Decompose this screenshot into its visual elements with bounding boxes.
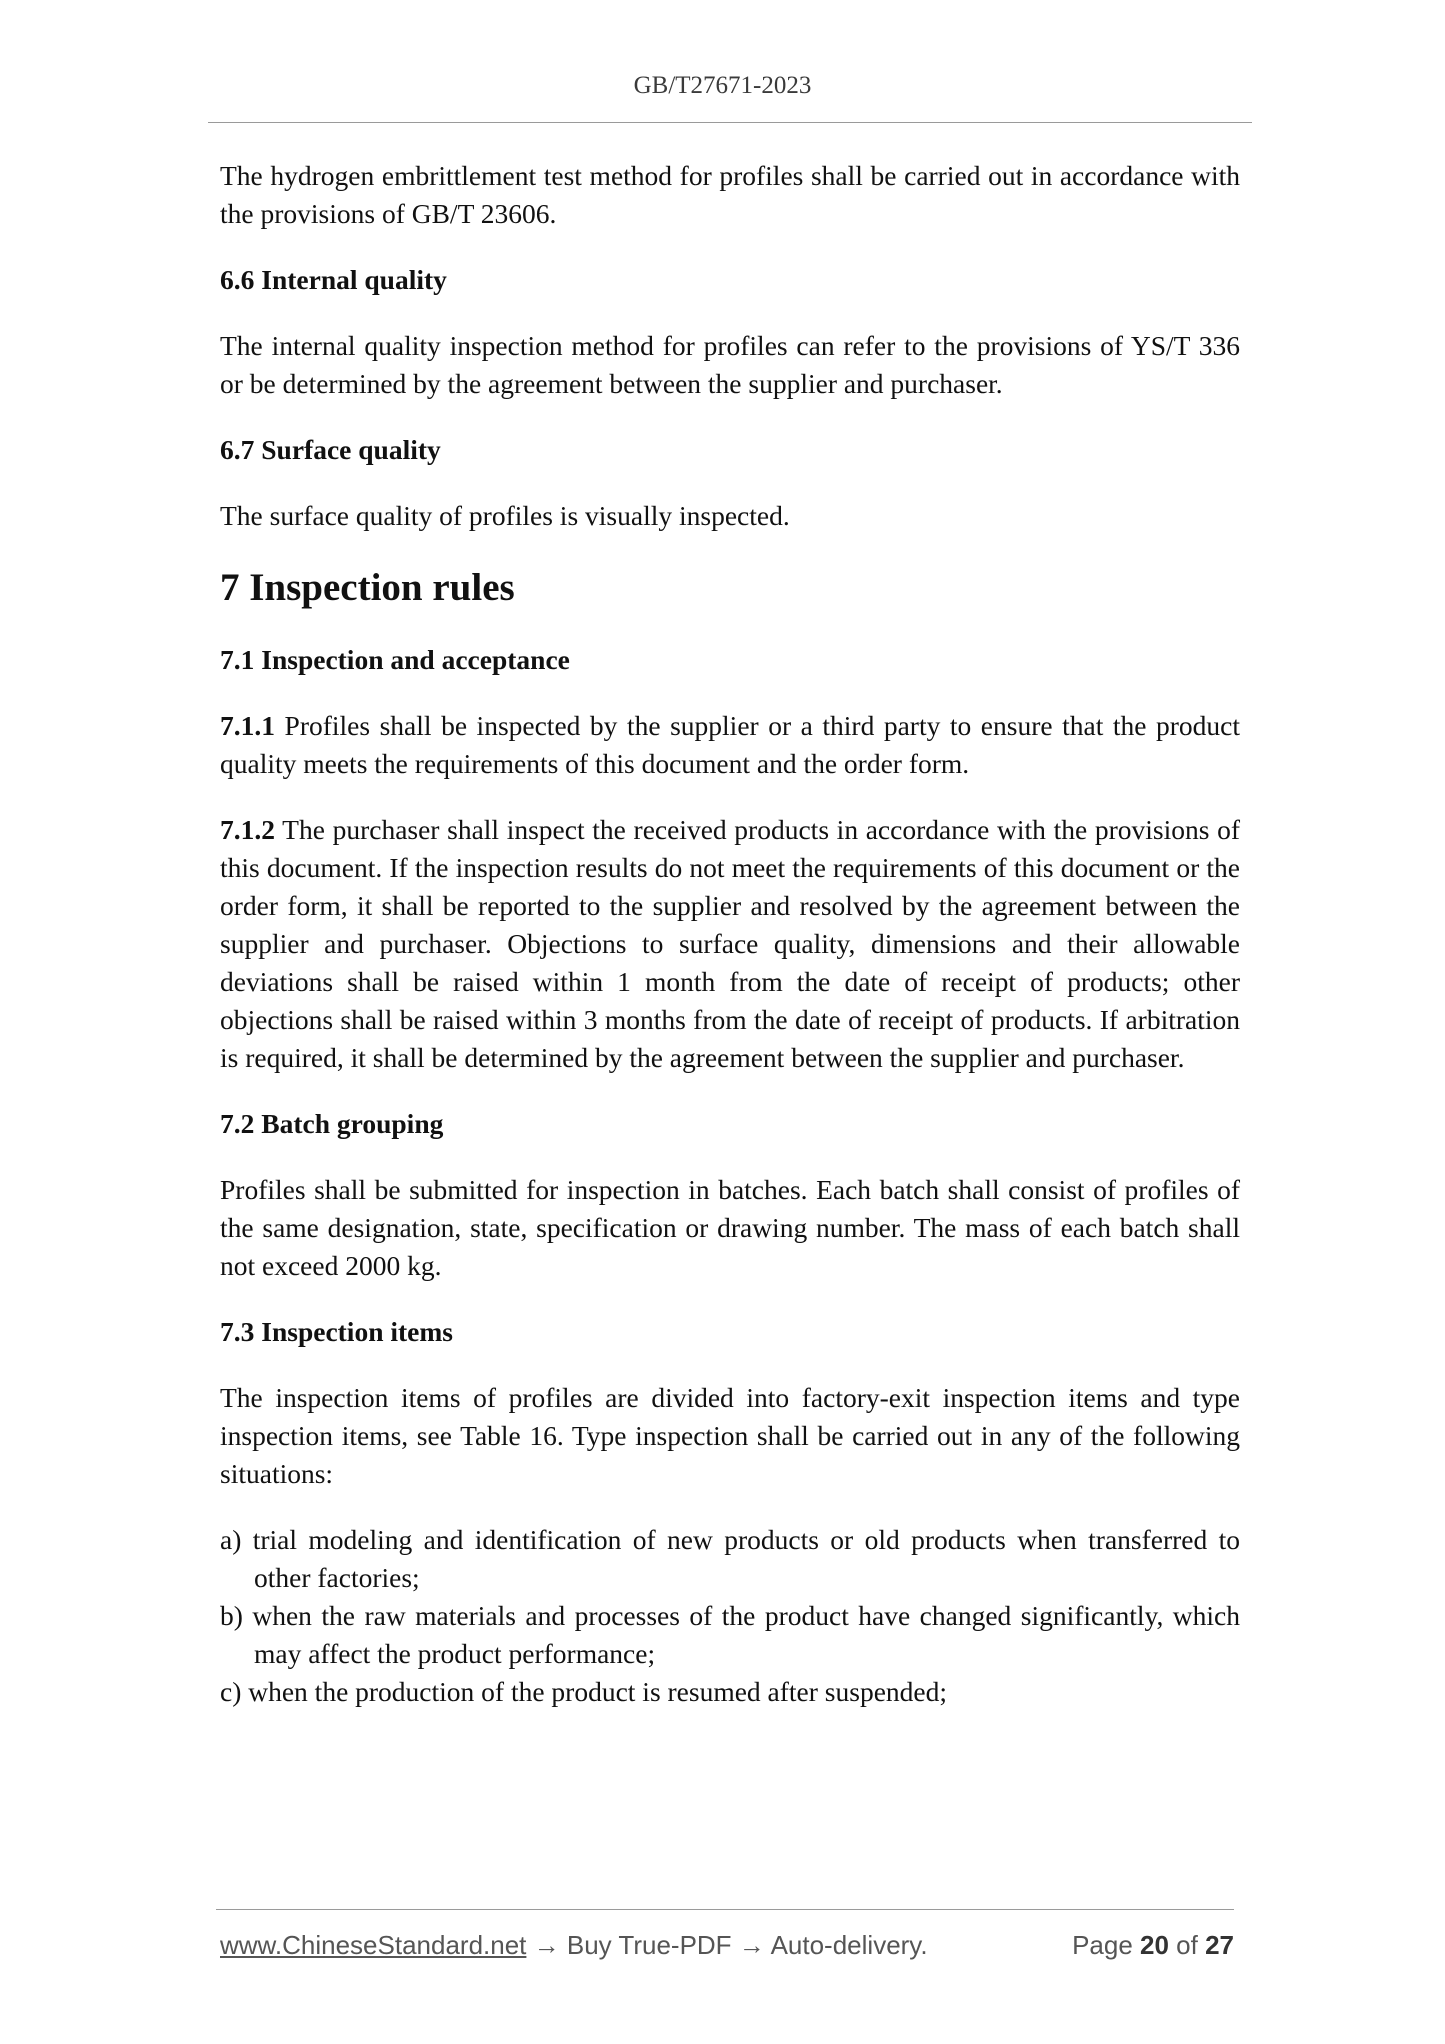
paragraph-hydrogen-embrittlement: The hydrogen embrittlement test method for profiles shall be carried out in accordance with the provisions of GB/T 23606. xyxy=(220,160,1240,229)
promo-text: → Buy True-PDF → Auto-delivery. xyxy=(526,1930,928,1960)
page-of-label: of xyxy=(1168,1930,1206,1960)
heading-7-1: 7.1 Inspection and acceptance xyxy=(220,644,570,675)
clause-number-7-1-2: 7.1.2 xyxy=(220,814,275,845)
page-label: Page xyxy=(1072,1930,1141,1960)
list-item-b: b) when the raw materials and processes of the product have changed significantly, which may affect the product performance; xyxy=(220,1600,1240,1669)
list-item-a: a) trial modeling and identification of new products or old products when transferred to other factories; xyxy=(220,1524,1240,1593)
footer-divider xyxy=(216,1909,1234,1910)
list-item-c: c) when the production of the product is resumed after suspended; xyxy=(220,1676,948,1707)
header-divider xyxy=(208,122,1252,123)
clause-text-7-1-2: The purchaser shall inspect the received products in accordance with the provisions of this document. If the inspection results do not meet the requirements of this document or the order form, it shall be reported to the supplier and resolved by the agreement between the supplier and purchaser. Objections to surface quality, dimensions and their allowable deviations shall be raised within 1 month from the date of receipt of products; other objections shall be raised within 3 months from the date of receipt of products. If arbitration is required, it shall be determined by the agreement between the supplier and purchaser. xyxy=(220,814,1240,1073)
heading-7: 7 Inspection rules xyxy=(220,566,515,609)
paragraph-7-1-2 xyxy=(220,811,1240,1077)
paragraph-6-6: The internal quality inspection method for profiles can refer to the provisions of YS/T 336 or be determined by the agreement between the supplier and purchaser. xyxy=(220,330,1240,399)
heading-6-7: 6.7 Surface quality xyxy=(220,434,441,465)
document-header: GB/T27671-2023 xyxy=(633,72,812,99)
paragraph-7-2: Profiles shall be submitted for inspection in batches. Each batch shall consist of profiles of the same designation, state, specification or drawing number. The mass of each batch shall not exceed 2000 kg. xyxy=(220,1174,1240,1281)
clause-number-7-1-1: 7.1.1 xyxy=(220,710,275,741)
heading-7-2: 7.2 Batch grouping xyxy=(220,1108,444,1139)
page-number xyxy=(1072,1928,1234,1962)
site-link[interactable]: www.ChineseStandard.net xyxy=(220,1930,527,1960)
current-page: 20 xyxy=(1140,1930,1169,1960)
paragraph-6-7: The surface quality of profiles is visually inspected. xyxy=(220,500,790,531)
footer-promo xyxy=(220,1928,928,1962)
heading-7-3: 7.3 Inspection items xyxy=(220,1316,453,1347)
heading-6-6: 6.6 Internal quality xyxy=(220,264,447,295)
clause-text-7-1-1: Profiles shall be inspected by the supplier or a third party to ensure that the product quality meets the requirements of this document and the order form. xyxy=(220,710,1240,779)
total-pages: 27 xyxy=(1205,1930,1234,1960)
page-content xyxy=(220,157,1240,1711)
paragraph-7-3: The inspection items of profiles are divided into factory-exit inspection items and type inspection items, see Table 16. Type inspection shall be carried out in any of the following situations: xyxy=(220,1382,1240,1489)
paragraph-7-1-1 xyxy=(220,707,1240,783)
